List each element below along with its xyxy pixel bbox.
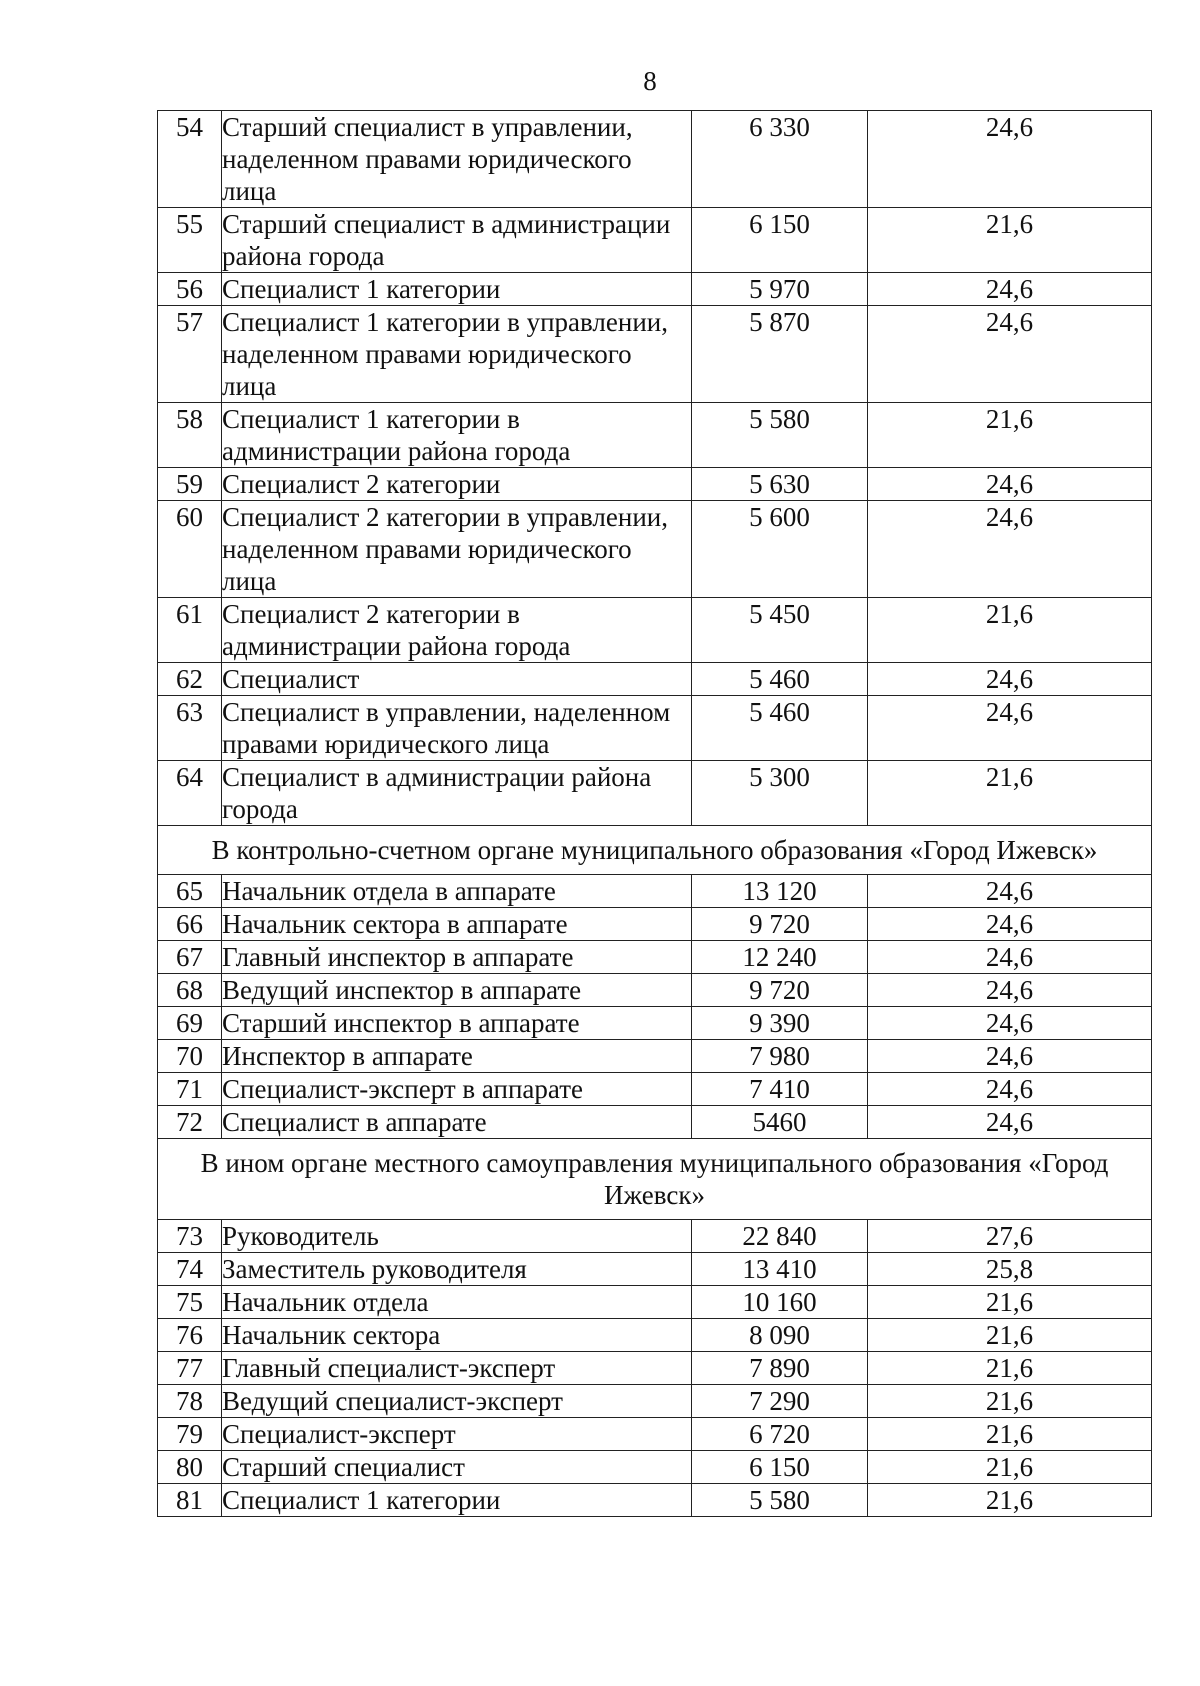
section-header: В контрольно-счетном органе муниципального образования «Город Ижевск»	[158, 826, 1152, 875]
table-row	[158, 1220, 1152, 1253]
position-title: Начальник отдела в аппарате	[222, 875, 692, 908]
salary-value: 5460	[692, 1106, 868, 1139]
salary-value: 5 460	[692, 696, 868, 761]
row-number: 72	[158, 1106, 222, 1139]
position-title: Специалист в управлении, наделенном правами юридического лица	[222, 696, 692, 761]
row-number: 57	[158, 306, 222, 403]
rate-value: 21,6	[868, 1451, 1152, 1484]
rate-value: 24,6	[868, 1007, 1152, 1040]
position-title: Специалист 2 категории	[222, 468, 692, 501]
rate-value: 21,6	[868, 598, 1152, 663]
rate-value: 21,6	[868, 1418, 1152, 1451]
rate-value: 24,6	[868, 501, 1152, 598]
salary-value: 12 240	[692, 941, 868, 974]
salary-value: 9 390	[692, 1007, 868, 1040]
row-number: 69	[158, 1007, 222, 1040]
row-number: 74	[158, 1253, 222, 1286]
salary-value: 5 630	[692, 468, 868, 501]
position-title: Специалист 1 категории в администрации района города	[222, 403, 692, 468]
row-number: 77	[158, 1352, 222, 1385]
rate-value: 24,6	[868, 306, 1152, 403]
row-number: 54	[158, 111, 222, 208]
rate-value: 24,6	[868, 273, 1152, 306]
row-number: 60	[158, 501, 222, 598]
position-title: Специалист-эксперт	[222, 1418, 692, 1451]
position-title: Специалист в аппарате	[222, 1106, 692, 1139]
salary-value: 13 120	[692, 875, 868, 908]
salary-value: 5 300	[692, 761, 868, 826]
rate-value: 24,6	[868, 663, 1152, 696]
table-row	[158, 208, 1152, 273]
salary-value: 7 890	[692, 1352, 868, 1385]
row-number: 68	[158, 974, 222, 1007]
position-title: Начальник отдела	[222, 1286, 692, 1319]
position-title: Специалист	[222, 663, 692, 696]
table-row	[158, 1352, 1152, 1385]
salary-value: 7 980	[692, 1040, 868, 1073]
row-number: 76	[158, 1319, 222, 1352]
salary-value: 5 580	[692, 1484, 868, 1517]
row-number: 59	[158, 468, 222, 501]
table-row	[158, 306, 1152, 403]
position-title: Руководитель	[222, 1220, 692, 1253]
table-row	[158, 273, 1152, 306]
table-row	[158, 501, 1152, 598]
rate-value: 24,6	[868, 1040, 1152, 1073]
table-row	[158, 403, 1152, 468]
section-header-row	[158, 1139, 1152, 1220]
rate-value: 21,6	[868, 1319, 1152, 1352]
section-header: В ином органе местного самоуправления муниципального образования «Город Ижевск»	[158, 1139, 1152, 1220]
position-title: Специалист 1 категории	[222, 1484, 692, 1517]
rate-value: 24,6	[868, 875, 1152, 908]
table-row	[158, 598, 1152, 663]
rate-value: 21,6	[868, 403, 1152, 468]
row-number: 73	[158, 1220, 222, 1253]
position-title: Специалист-эксперт в аппарате	[222, 1073, 692, 1106]
rate-value: 27,6	[868, 1220, 1152, 1253]
salary-value: 7 410	[692, 1073, 868, 1106]
row-number: 62	[158, 663, 222, 696]
table-row	[158, 663, 1152, 696]
row-number: 66	[158, 908, 222, 941]
position-title: Главный инспектор в аппарате	[222, 941, 692, 974]
position-title: Начальник сектора	[222, 1319, 692, 1352]
salary-value: 6 720	[692, 1418, 868, 1451]
section-header-row	[158, 826, 1152, 875]
position-title: Старший специалист в управлении, наделенном правами юридического лица	[222, 111, 692, 208]
row-number: 67	[158, 941, 222, 974]
table-body	[158, 111, 1152, 1517]
row-number: 79	[158, 1418, 222, 1451]
row-number: 58	[158, 403, 222, 468]
table-row	[158, 1007, 1152, 1040]
rate-value: 21,6	[868, 1385, 1152, 1418]
table-row	[158, 111, 1152, 208]
position-title: Специалист 2 категории в администрации района города	[222, 598, 692, 663]
position-title: Старший инспектор в аппарате	[222, 1007, 692, 1040]
position-title: Ведущий инспектор в аппарате	[222, 974, 692, 1007]
position-title: Старший специалист	[222, 1451, 692, 1484]
row-number: 63	[158, 696, 222, 761]
rate-value: 21,6	[868, 208, 1152, 273]
position-title: Заместитель руководителя	[222, 1253, 692, 1286]
position-title: Специалист 2 категории в управлении, наделенном правами юридического лица	[222, 501, 692, 598]
rate-value: 21,6	[868, 1352, 1152, 1385]
salary-value: 22 840	[692, 1220, 868, 1253]
salary-value: 8 090	[692, 1319, 868, 1352]
salary-value: 5 870	[692, 306, 868, 403]
position-title: Ведущий специалист-эксперт	[222, 1385, 692, 1418]
table-row	[158, 1418, 1152, 1451]
salary-value: 7 290	[692, 1385, 868, 1418]
row-number: 61	[158, 598, 222, 663]
salary-value: 6 150	[692, 1451, 868, 1484]
row-number: 80	[158, 1451, 222, 1484]
rate-value: 25,8	[868, 1253, 1152, 1286]
row-number: 81	[158, 1484, 222, 1517]
table-row	[158, 1253, 1152, 1286]
rate-value: 24,6	[868, 468, 1152, 501]
salary-value: 6 330	[692, 111, 868, 208]
row-number: 56	[158, 273, 222, 306]
table-row	[158, 1106, 1152, 1139]
row-number: 55	[158, 208, 222, 273]
table-row	[158, 941, 1152, 974]
salary-value: 5 580	[692, 403, 868, 468]
rate-value: 24,6	[868, 111, 1152, 208]
salary-value: 9 720	[692, 908, 868, 941]
salary-table	[157, 110, 1152, 1517]
salary-value: 5 600	[692, 501, 868, 598]
rate-value: 21,6	[868, 761, 1152, 826]
salary-value: 10 160	[692, 1286, 868, 1319]
rate-value: 24,6	[868, 1073, 1152, 1106]
rate-value: 24,6	[868, 941, 1152, 974]
rate-value: 24,6	[868, 908, 1152, 941]
row-number: 78	[158, 1385, 222, 1418]
table-row	[158, 1451, 1152, 1484]
row-number: 64	[158, 761, 222, 826]
table-row	[158, 1484, 1152, 1517]
rate-value: 24,6	[868, 974, 1152, 1007]
position-title: Начальник сектора в аппарате	[222, 908, 692, 941]
table-row	[158, 761, 1152, 826]
row-number: 65	[158, 875, 222, 908]
row-number: 70	[158, 1040, 222, 1073]
rate-value: 21,6	[868, 1286, 1152, 1319]
position-title: Специалист в администрации района города	[222, 761, 692, 826]
table-row	[158, 1286, 1152, 1319]
salary-value: 9 720	[692, 974, 868, 1007]
table-row	[158, 1073, 1152, 1106]
table-row	[158, 908, 1152, 941]
position-title: Главный специалист-эксперт	[222, 1352, 692, 1385]
salary-value: 5 970	[692, 273, 868, 306]
position-title: Старший специалист в администрации района города	[222, 208, 692, 273]
row-number: 71	[158, 1073, 222, 1106]
salary-value: 6 150	[692, 208, 868, 273]
position-title: Специалист 1 категории в управлении, наделенном правами юридического лица	[222, 306, 692, 403]
table-row	[158, 468, 1152, 501]
position-title: Инспектор в аппарате	[222, 1040, 692, 1073]
page-number: 8	[643, 66, 657, 96]
table-row	[158, 1040, 1152, 1073]
salary-value: 13 410	[692, 1253, 868, 1286]
table-row	[158, 696, 1152, 761]
row-number: 75	[158, 1286, 222, 1319]
rate-value: 24,6	[868, 696, 1152, 761]
position-title: Специалист 1 категории	[222, 273, 692, 306]
table-row	[158, 974, 1152, 1007]
table-row	[158, 1385, 1152, 1418]
rate-value: 21,6	[868, 1484, 1152, 1517]
rate-value: 24,6	[868, 1106, 1152, 1139]
salary-value: 5 450	[692, 598, 868, 663]
table-row	[158, 1319, 1152, 1352]
salary-value: 5 460	[692, 663, 868, 696]
table-row	[158, 875, 1152, 908]
